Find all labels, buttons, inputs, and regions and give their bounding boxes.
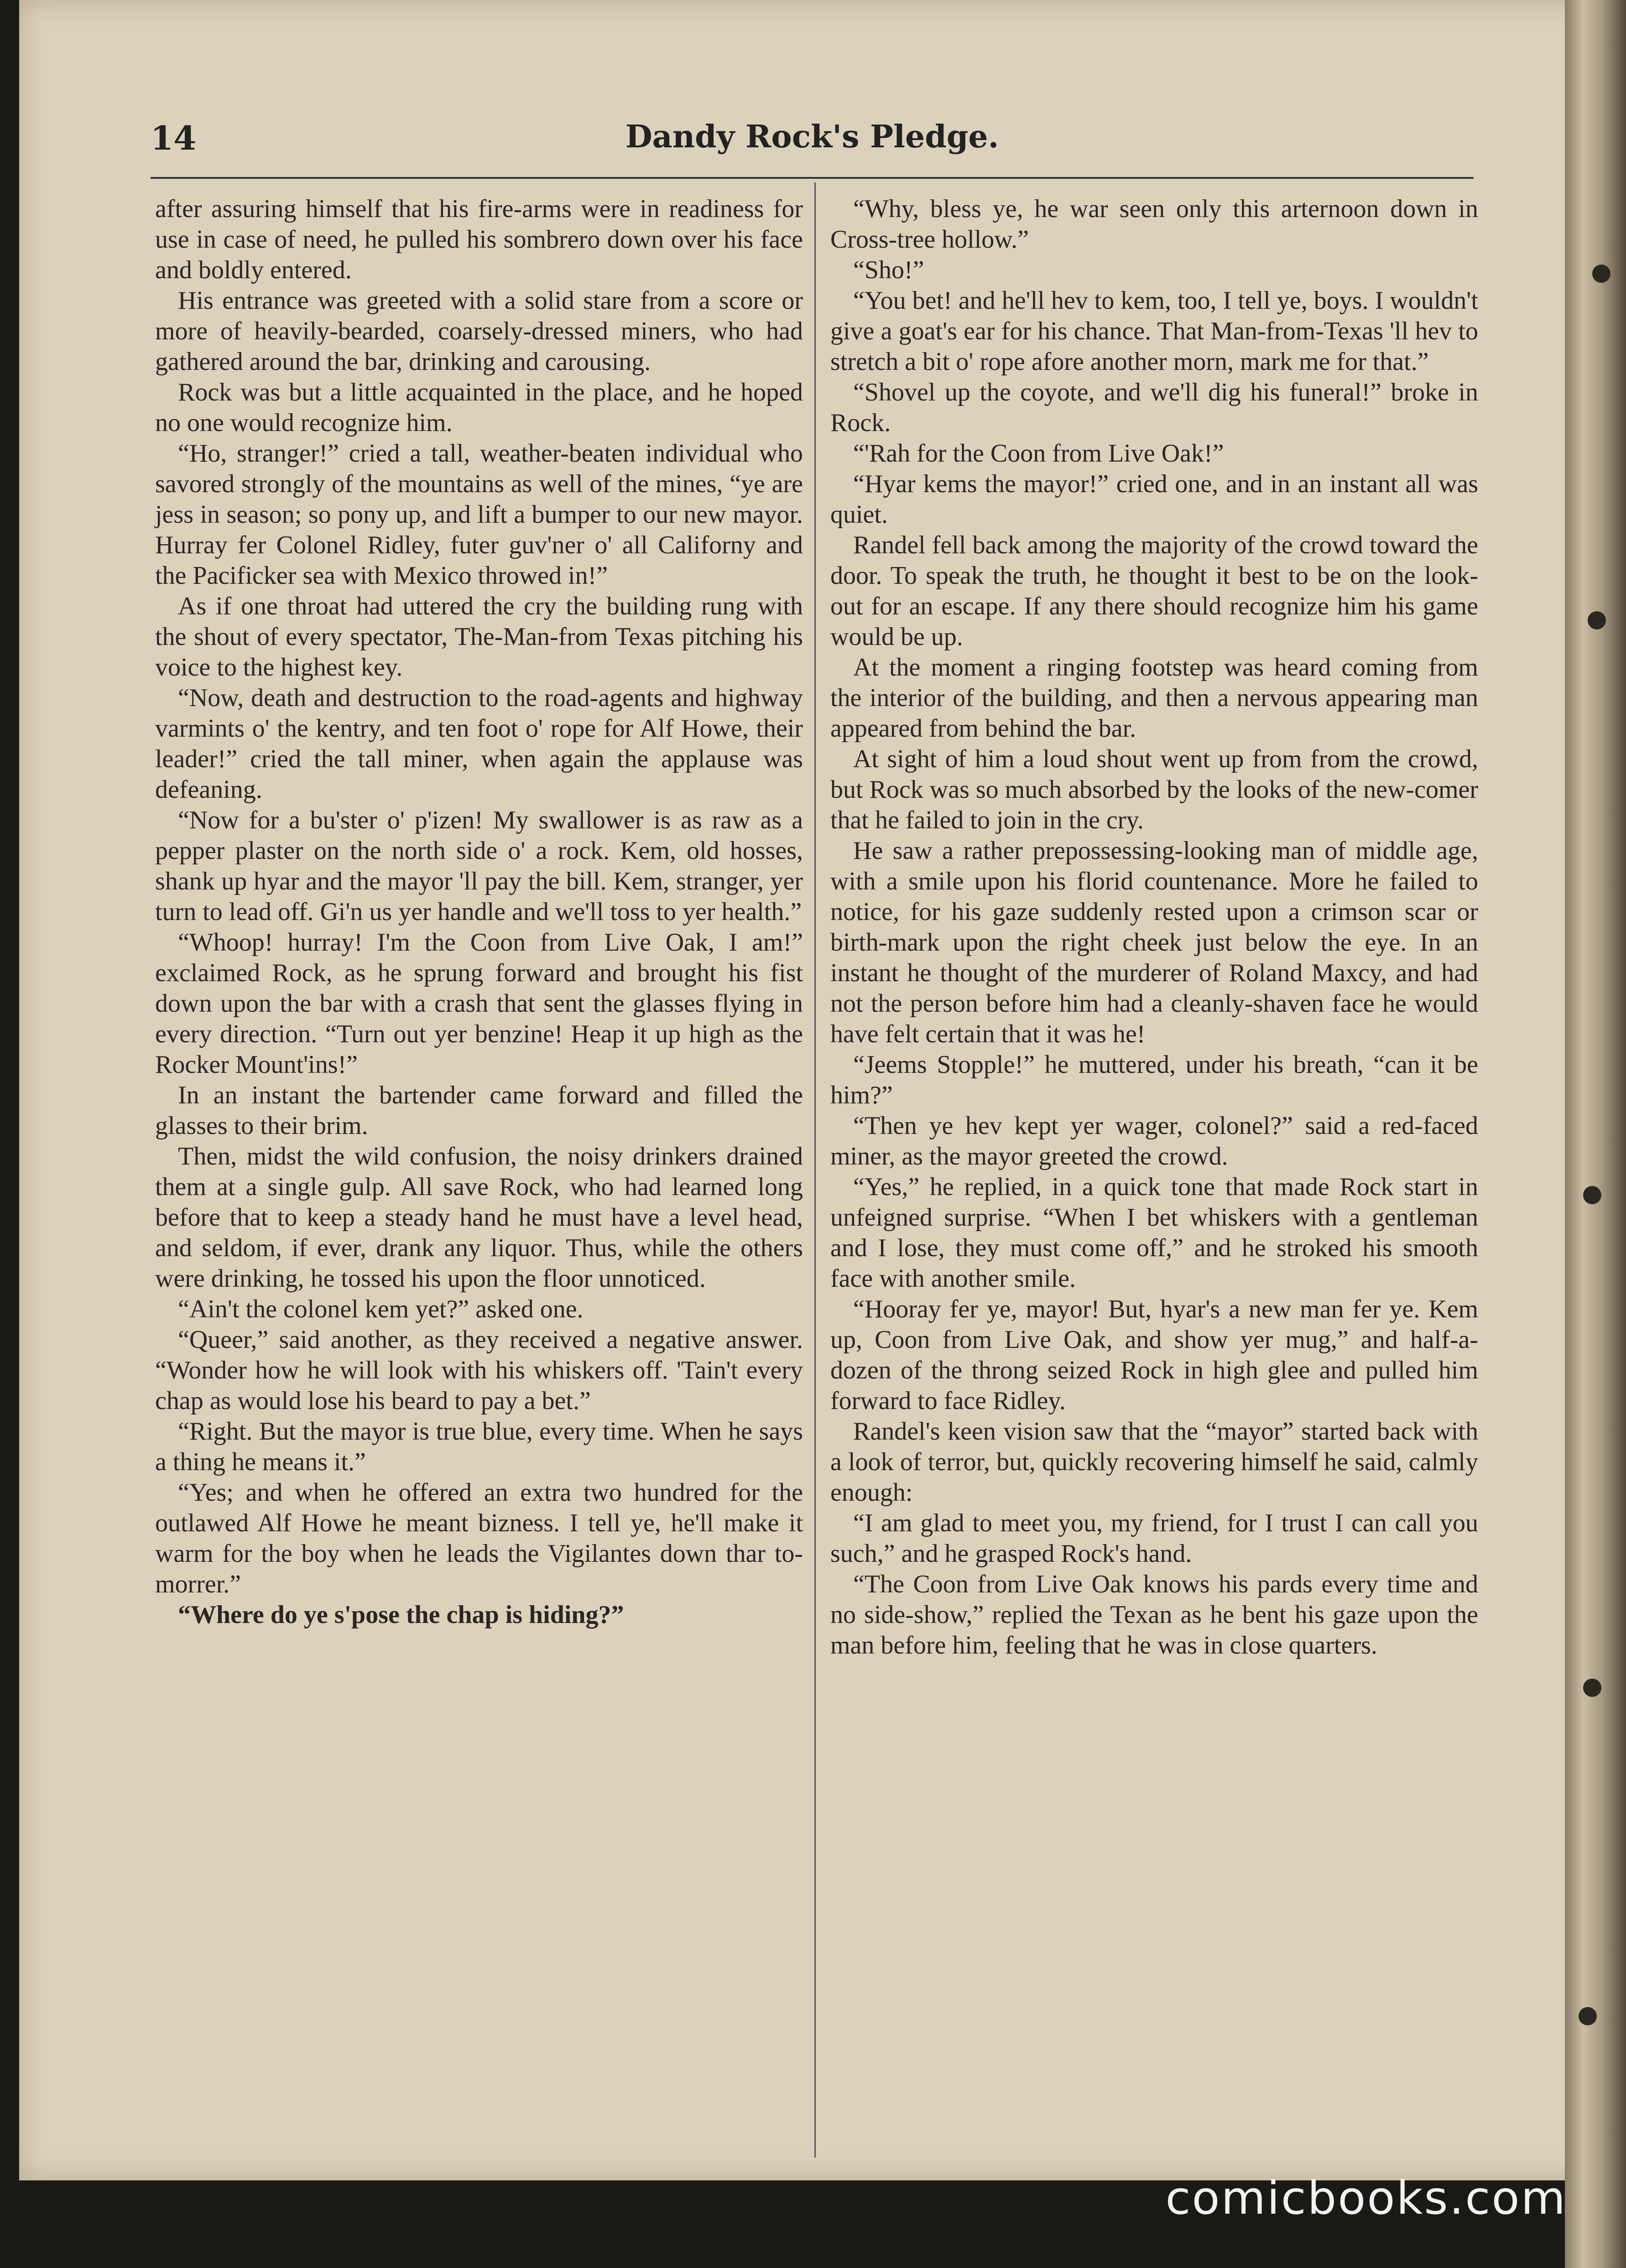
paragraph: At sight of him a loud shout went up from from the crowd, but Rock was so much absorbed by the looks of the new-comer that he failed to join in the cry. (830, 745, 1478, 834)
page-number: 14 (151, 119, 197, 157)
paragraph: “Queer,” said another, as they received a negative answer. “Wonder how he will look with his whiskers off. 'Tain't every chap as would lose his beard to pay a bet.” (155, 1326, 803, 1415)
paragraph: He saw a rather prepossessing-looking man of middle age, with a smile upon his florid countenance. More he failed to notice, for his gaze suddenly rested upon a crimson scar or birth-mark upon the right cheek just below the eye. In an instant he thought of the murderer of Roland Maxcy, and had not the person before him had a cleanly-shaven face he would have felt certain that it was he! (830, 837, 1478, 1048)
staple-hole (1583, 1186, 1601, 1204)
paragraph: “Now, death and destruction to the road-agents and highway varmints o' the kentry, and ten foot o' rope for Alf Howe, their leader!” cried the tall miner, when again the applause was defeaning. (155, 684, 803, 804)
paragraph: “Ain't the colonel kem yet?” asked one. (178, 1295, 584, 1323)
paragraph: “Why, bless ye, he war seen only this arternoon down in Cross-tree hollow.” (830, 195, 1478, 254)
staple-hole (1592, 265, 1610, 283)
paragraph: “Jeems Stopple!” he muttered, under his breath, “can it be him?” (830, 1051, 1478, 1109)
paragraph: “Right. But the mayor is true blue, every time. When he says a thing he means it.” (155, 1417, 803, 1476)
paragraph: “'Rah for the Coon from Live Oak!” (853, 439, 1224, 468)
paragraph: “Yes,” he replied, in a quick tone that made Rock start in unfeigned surprise. “When I bet whiskers with a gentleman and I lose, they must come off,” and he stroked his smooth face with another smile. (830, 1173, 1478, 1293)
paragraph: “I am glad to meet you, my friend, for I trust I can call you such,” and he grasped Rock's hand. (830, 1509, 1478, 1568)
column-divider (814, 182, 816, 2158)
header-rule (151, 177, 1474, 179)
paragraph: Rock was but a little acquainted in the place, and he hoped no one would recognize him. (155, 378, 803, 437)
page-title: Dandy Rock's Pledge. (625, 119, 999, 155)
page-header (151, 119, 1474, 169)
staple-hole (1583, 1679, 1601, 1697)
paragraph: “Sho!” (853, 256, 924, 284)
paragraph: Randel's keen vision saw that the “mayor” started back with a look of terror, but, quickly recovering himself he said, calmly enough: (830, 1417, 1478, 1507)
paragraph: “Ho, stranger!” cried a tall, weather-beaten individual who savored strongly of the mountains as well of the mines, “ye are jess in season; so pony up, and lift a bumper to our new mayor. Hurray fer Colonel Ridley, futer guv'ner o' all Californy and the Pacificker sea with Mexico throwed in!” (155, 439, 803, 590)
paragraph: “Shovel up the coyote, and we'll dig his funeral!” broke in Rock. (830, 378, 1478, 437)
paragraph: after assuring himself that his fire-arms were in readiness for use in case of need, he pulled his sombrero down over his face and boldly entered. (155, 195, 803, 284)
paragraph: “Yes; and when he offered an extra two hundred for the outlawed Alf Howe he meant bizness. I tell ye, he'll make it warm for the boy when he leads the Vigilantes down thar to-morrer.” (155, 1478, 803, 1598)
right-column (830, 194, 1478, 1661)
left-column (155, 194, 803, 1630)
paragraph: His entrance was greeted with a solid stare from a score or more of heavily-bearded, coarsely-dressed miners, who had gathered around the bar, drinking and carousing. (155, 286, 803, 376)
staple-hole (1588, 611, 1606, 629)
paragraph: Then, midst the wild confusion, the noisy drinkers drained them at a single gulp. All save Rock, who had learned long before that to keep a steady hand he must have a level head, and seldom, if ever, drank any liquor. Thus, while the others were drinking, he tossed his upon the floor unnoticed. (155, 1142, 803, 1293)
paragraph: “Then ye hev kept yer wager, colonel?” said a red-faced miner, as the mayor greeted the crowd. (830, 1112, 1478, 1170)
paragraph: As if one throat had uttered the cry the building rung with the shout of every spectator, The-Man-from Texas pitching his voice to the highest key. (155, 592, 803, 681)
paragraph: “Whoop! hurray! I'm the Coon from Live Oak, I am!” exclaimed Rock, as he sprung forward and brought his fist down upon the bar with a crash that sent the glasses flying in every direction. “Turn out yer benzine! Heap it up high as the Rocker Mount'ins!” (155, 928, 803, 1079)
paragraph: “Now for a bu'ster o' p'izen! My swallower is as raw as a pepper plaster on the north side o' a rock. Kem, old hosses, shank up hyar and the mayor 'll pay the bill. Kem, stranger, yer turn to lead off. Gi'n us yer handle and we'll toss to yer health.” (155, 806, 803, 926)
paragraph: “The Coon from Live Oak knows his pards every time and no side-show,” replied the Texan as he bent his gaze upon the man before him, feeling that he was in close quarters. (830, 1570, 1478, 1659)
binding-edge (1565, 0, 1626, 2268)
paragraph: At the moment a ringing footstep was heard coming from the interior of the building, and then a nervous appearing man appeared from behind the bar. (830, 653, 1478, 743)
paragraph: Randel fell back among the majority of the crowd toward the door. To speak the truth, he thought it best to be on the look-out for an escape. If any there should recognize him his game would be up. (830, 531, 1478, 651)
paragraph: In an instant the bartender came forward and filled the glasses to their brim. (155, 1081, 803, 1140)
paragraph: “Hyar kems the mayor!” cried one, and in an instant all was quiet. (830, 470, 1478, 529)
staple-hole (1579, 2007, 1597, 2025)
paragraph: “Hooray fer ye, mayor! But, hyar's a new man fer ye. Kem up, Coon from Live Oak, and show yer mug,” and half-a-dozen of the throng seized Rock in high glee and pulled him forward to face Ridley. (830, 1295, 1478, 1415)
watermark: comicbooks.com (1165, 2171, 1567, 2225)
paragraph: “You bet! and he'll hev to kem, too, I tell ye, boys. I wouldn't give a goat's ear for his chance. That Man-from-Texas 'll hev to stretch a bit o' rope afore another morn, mark me for that.” (830, 286, 1478, 376)
paragraph: “Where do ye s'pose the chap is hiding?” (178, 1601, 624, 1629)
